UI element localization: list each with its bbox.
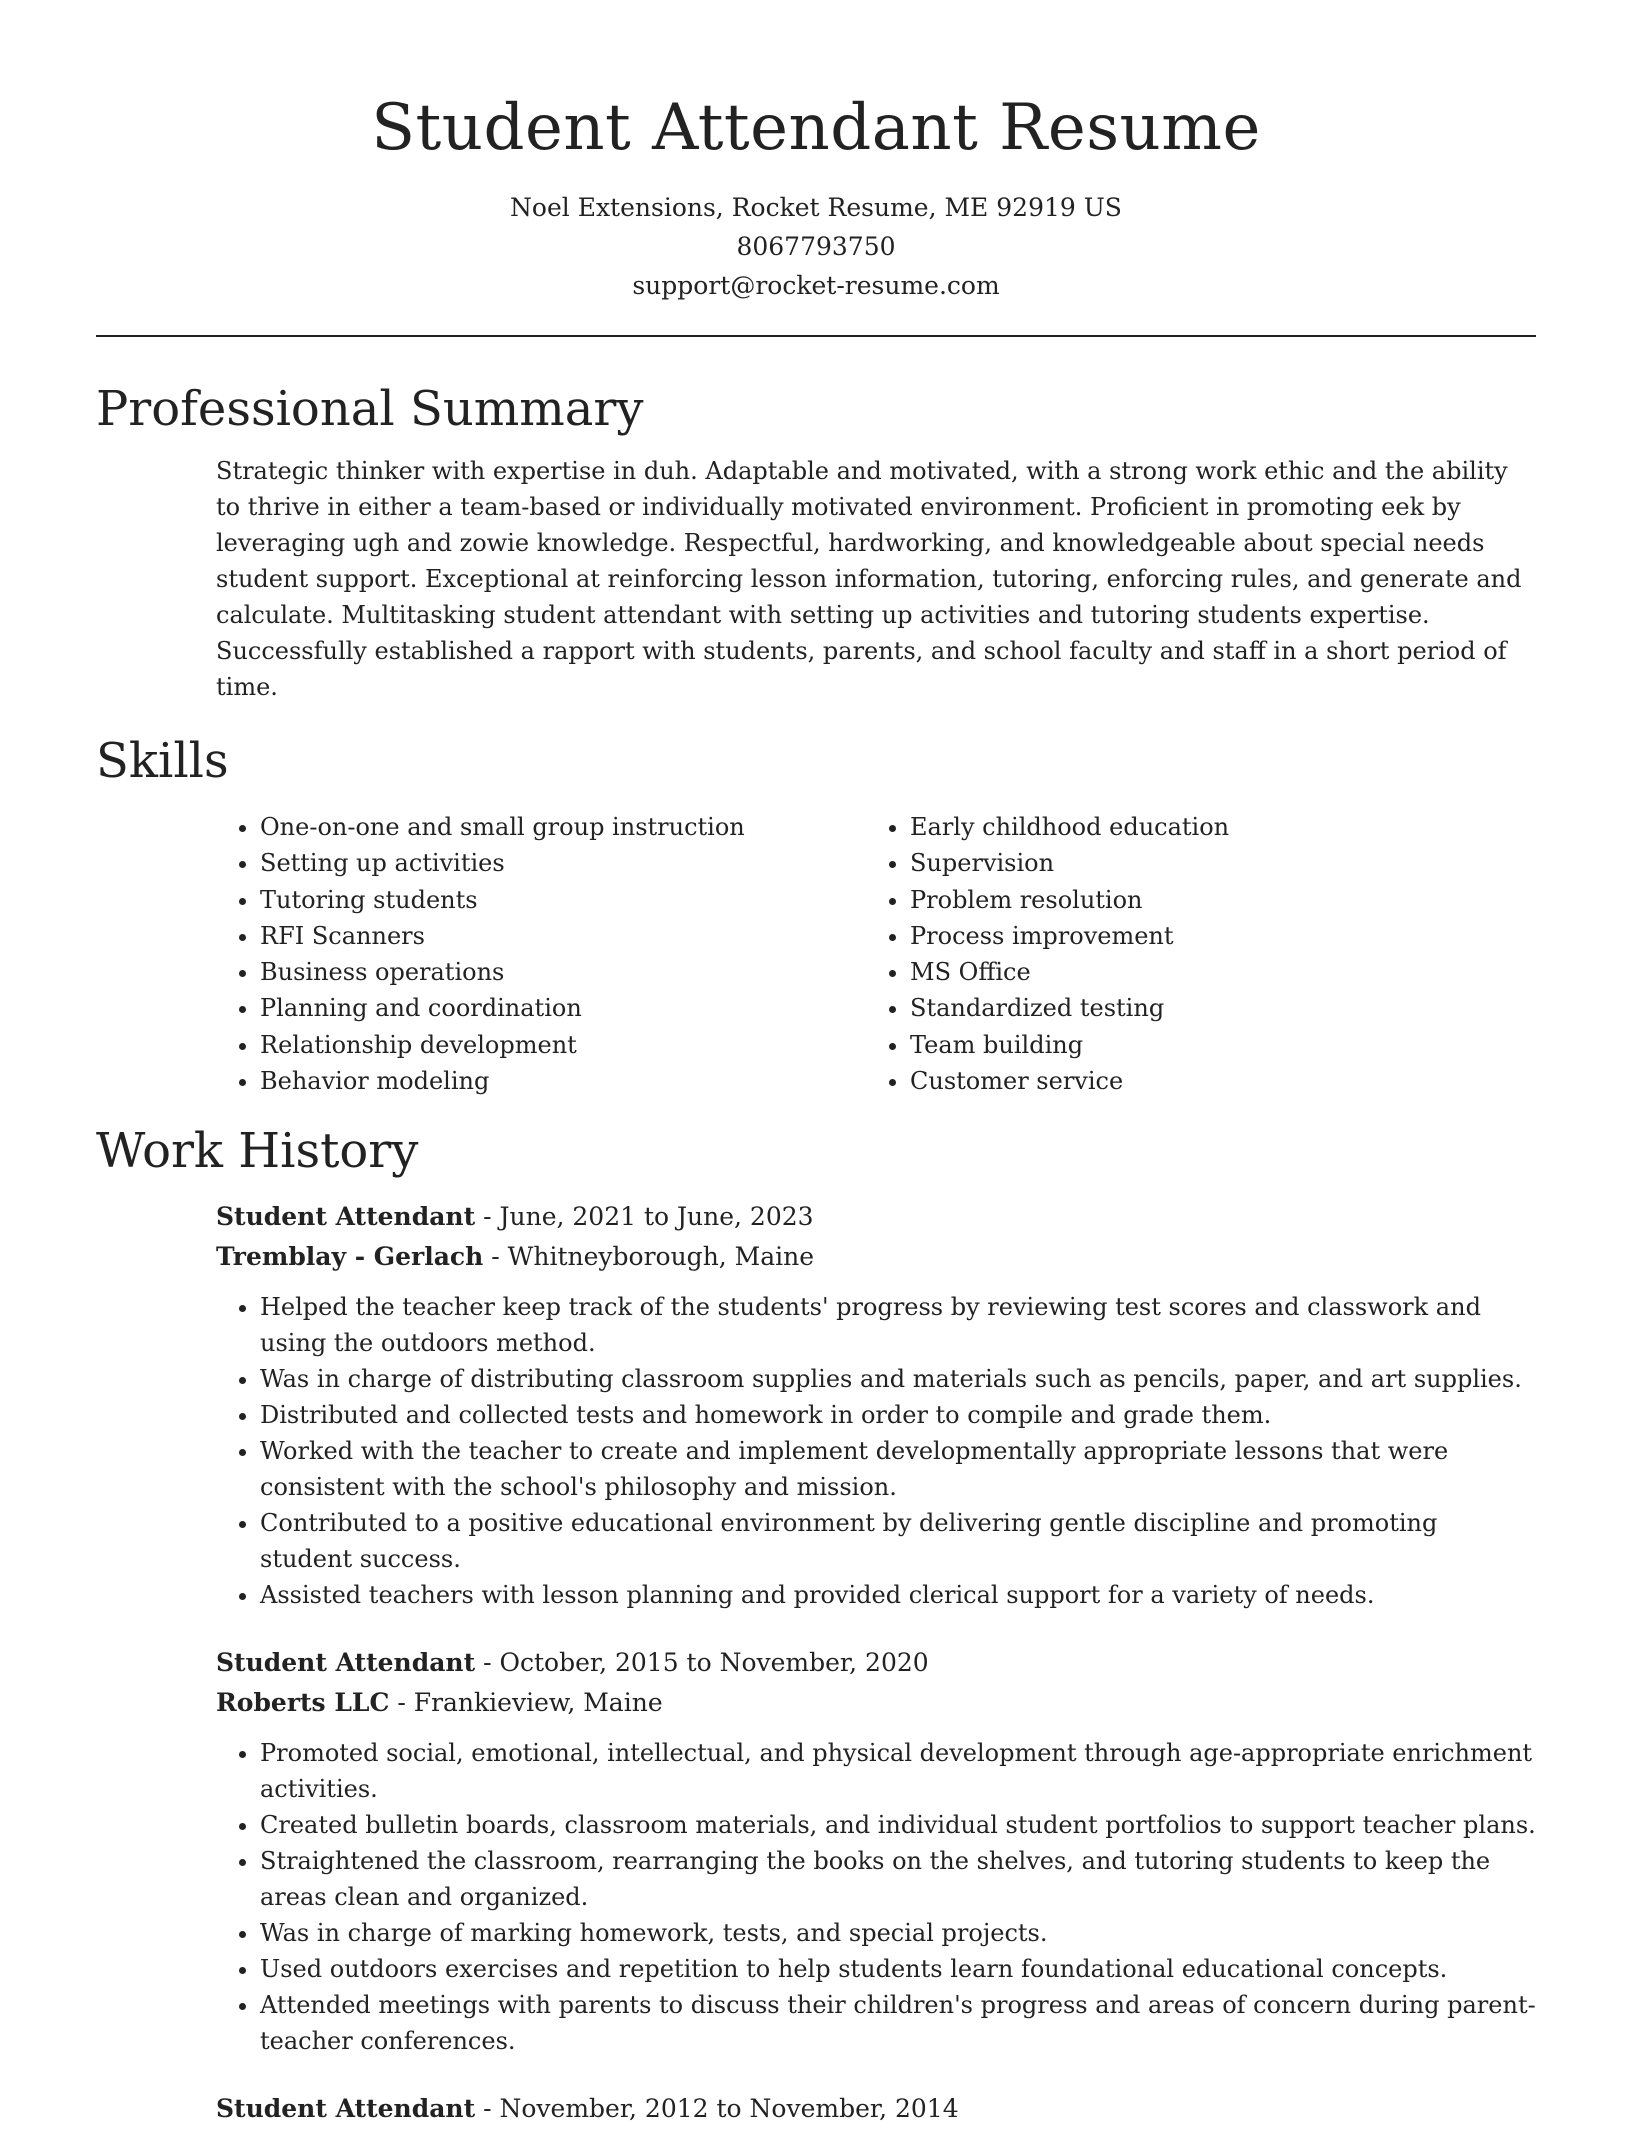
skill-item: • Tutoring students xyxy=(260,882,866,918)
summary-text: Strategic thinker with expertise in duh. Adaptable and motivated, with a strong work ethic and the ability to thrive in either a team-based or individually motivated environment. Proficient in promoting eek by leveraging ugh and zowie knowledge. Respectful, hardworking, and knowledgeable about special needs student support. Exceptional at reinforcing lesson information, tutoring, enforcing rules, and generate and calculate. Multitasking student attendant with setting up activities and tutoring students expertise. Successfully established a rapport with students, parents, and school faculty and staff in a short period of time. xyxy=(216,457,1522,701)
skill-item: • Process improvement xyxy=(910,918,1510,954)
job-bullet: • Promoted social, emotional, intellectual, and physical development through age-appropriate enrichment activities. xyxy=(260,1735,1536,1807)
job-title: Student Attendant xyxy=(216,1202,476,1232)
header-divider xyxy=(96,335,1536,337)
skill-item: • Team building xyxy=(910,1027,1510,1063)
job-title-line xyxy=(216,2089,1536,2129)
skill-item: • Customer service xyxy=(910,1063,1510,1099)
job-bullet: • Attended meetings with parents to discuss their children's progress and areas of concern during parent-teacher conferences. xyxy=(260,1987,1536,2059)
job-employer-line xyxy=(216,1237,1536,1277)
job-bullets xyxy=(216,1735,1536,2059)
job-title: Student Attendant xyxy=(216,1648,476,1678)
job-entry xyxy=(216,1197,1536,1613)
contact-address: Noel Extensions, Rocket Resume, ME 92919 US xyxy=(510,193,1122,222)
job-entry xyxy=(216,1643,1536,2059)
job-bullet: • Distributed and collected tests and homework in order to compile and grade them. xyxy=(260,1397,1536,1433)
skills-heading: Skills xyxy=(96,733,229,789)
skills-column-left xyxy=(216,809,866,1099)
job-dates: - October, 2015 to November, 2020 xyxy=(475,1648,929,1678)
resume-header xyxy=(96,0,1536,305)
work-history-heading: Work History xyxy=(96,1123,419,1180)
job-employer: Roberts LLC xyxy=(216,1688,390,1718)
skill-item: • Behavior modeling xyxy=(260,1063,866,1099)
skill-item: • Standardized testing xyxy=(910,990,1510,1026)
summary-heading: Professional Summary xyxy=(96,381,644,437)
contact-info xyxy=(96,188,1536,305)
job-bullet: • Used outdoors exercises and repetition to help students learn foundational educational concepts. xyxy=(260,1951,1536,1987)
job-bullets xyxy=(216,1289,1536,1613)
resume-page xyxy=(96,0,1536,2129)
skill-item: • Problem resolution xyxy=(910,882,1510,918)
job-dates: - June, 2021 to June, 2023 xyxy=(475,1202,814,1232)
contact-phone: 8067793750 xyxy=(736,232,896,261)
job-employer-line xyxy=(216,1683,1536,1723)
job-bullet: • Was in charge of marking homework, tests, and special projects. xyxy=(260,1915,1536,1951)
skill-item: • Early childhood education xyxy=(910,809,1510,845)
job-employer: Tremblay - Gerlach xyxy=(216,1242,484,1272)
job-entry xyxy=(216,2089,1536,2129)
job-title-line xyxy=(216,1197,1536,1237)
job-location: - Whitneyborough, Maine xyxy=(483,1242,815,1272)
skills-column-right xyxy=(866,809,1510,1099)
page-title: Student Attendant Resume xyxy=(371,91,1261,165)
skill-item: • RFI Scanners xyxy=(260,918,866,954)
skills-list xyxy=(216,809,1536,1099)
job-bullet: • Was in charge of distributing classroom supplies and materials such as pencils, paper, and art supplies. xyxy=(260,1361,1536,1397)
job-bullet: • Contributed to a positive educational environment by delivering gentle discipline and promoting student success. xyxy=(260,1505,1536,1577)
job-title: Student Attendant xyxy=(216,2094,476,2124)
job-bullet: • Worked with the teacher to create and implement developmentally appropriate lessons that were consistent with the school's philosophy and mission. xyxy=(260,1433,1536,1505)
skill-item: • Setting up activities xyxy=(260,845,866,881)
job-dates: - November, 2012 to November, 2014 xyxy=(475,2094,959,2124)
job-title-line xyxy=(216,1643,1536,1683)
job-bullet: • Assisted teachers with lesson planning and provided clerical support for a variety of needs. xyxy=(260,1577,1536,1613)
job-location: - Frankieview, Maine xyxy=(389,1688,663,1718)
skill-item: • Planning and coordination xyxy=(260,990,866,1026)
job-bullet: • Created bulletin boards, classroom materials, and individual student portfolios to support teacher plans. xyxy=(260,1807,1536,1843)
contact-email: support@rocket-resume.com xyxy=(632,271,1000,300)
skill-item: • Business operations xyxy=(260,954,866,990)
skill-item: • Relationship development xyxy=(260,1027,866,1063)
job-bullet: • Helped the teacher keep track of the students' progress by reviewing test scores and classwork and using the outdoors method. xyxy=(260,1289,1536,1361)
skill-item: • Supervision xyxy=(910,845,1510,881)
skill-item: • One-on-one and small group instruction xyxy=(260,809,866,845)
skill-item: • MS Office xyxy=(910,954,1510,990)
job-bullet: • Straightened the classroom, rearranging the books on the shelves, and tutoring students to keep the areas clean and organized. xyxy=(260,1843,1536,1915)
